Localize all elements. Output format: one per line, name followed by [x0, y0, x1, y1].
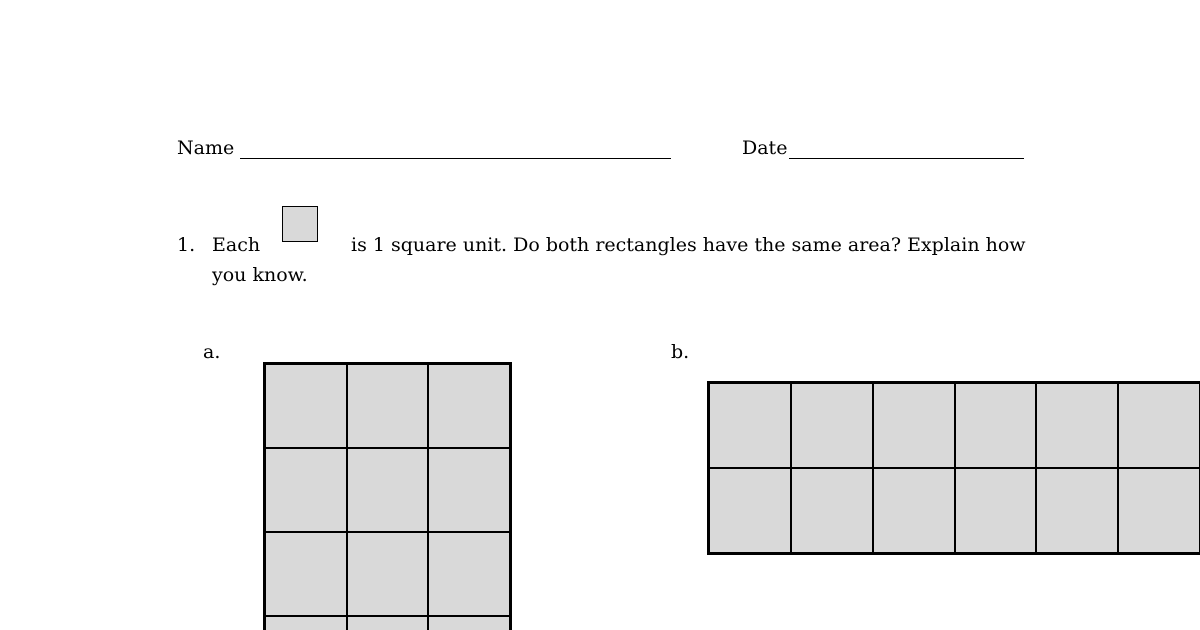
date-label: Date — [742, 137, 788, 159]
name-label: Name — [177, 137, 235, 159]
unit-square-cell — [266, 533, 346, 615]
unit-square-cell — [429, 365, 509, 447]
question-text-line2: you know. — [212, 264, 308, 286]
unit-square-cell — [266, 617, 346, 630]
unit-square-icon — [282, 206, 318, 242]
date-blank-line — [789, 158, 1024, 159]
unit-square-cell — [1037, 384, 1117, 467]
question-text-start: Each — [212, 234, 261, 256]
name-blank-line — [240, 158, 671, 159]
unit-square-cell — [429, 533, 509, 615]
unit-square-cell — [792, 384, 872, 467]
unit-square-cell — [348, 617, 428, 630]
unit-square-cell — [1119, 384, 1199, 467]
unit-square-cell — [710, 384, 790, 467]
unit-square-cell — [266, 449, 346, 531]
rectangle-b-grid — [707, 381, 1200, 555]
question-text-rest: is 1 square unit. Do both rectangles have the same area? Explain how — [351, 234, 1026, 256]
unit-square-cell — [429, 617, 509, 630]
unit-square-cell — [1119, 469, 1199, 552]
rectangle-a-grid — [263, 362, 512, 630]
unit-square-cell — [792, 469, 872, 552]
unit-square-cell — [348, 449, 428, 531]
unit-square-cell — [1037, 469, 1117, 552]
part-a-label: a. — [203, 341, 221, 363]
unit-square-cell — [266, 365, 346, 447]
question-number: 1. — [177, 234, 196, 256]
unit-square-cell — [956, 384, 1036, 467]
unit-square-cell — [710, 469, 790, 552]
unit-square-cell — [429, 449, 509, 531]
unit-square-cell — [956, 469, 1036, 552]
unit-square-cell — [874, 469, 954, 552]
unit-square-cell — [874, 384, 954, 467]
part-b-label: b. — [671, 341, 690, 363]
unit-square-cell — [348, 365, 428, 447]
unit-square-cell — [348, 533, 428, 615]
